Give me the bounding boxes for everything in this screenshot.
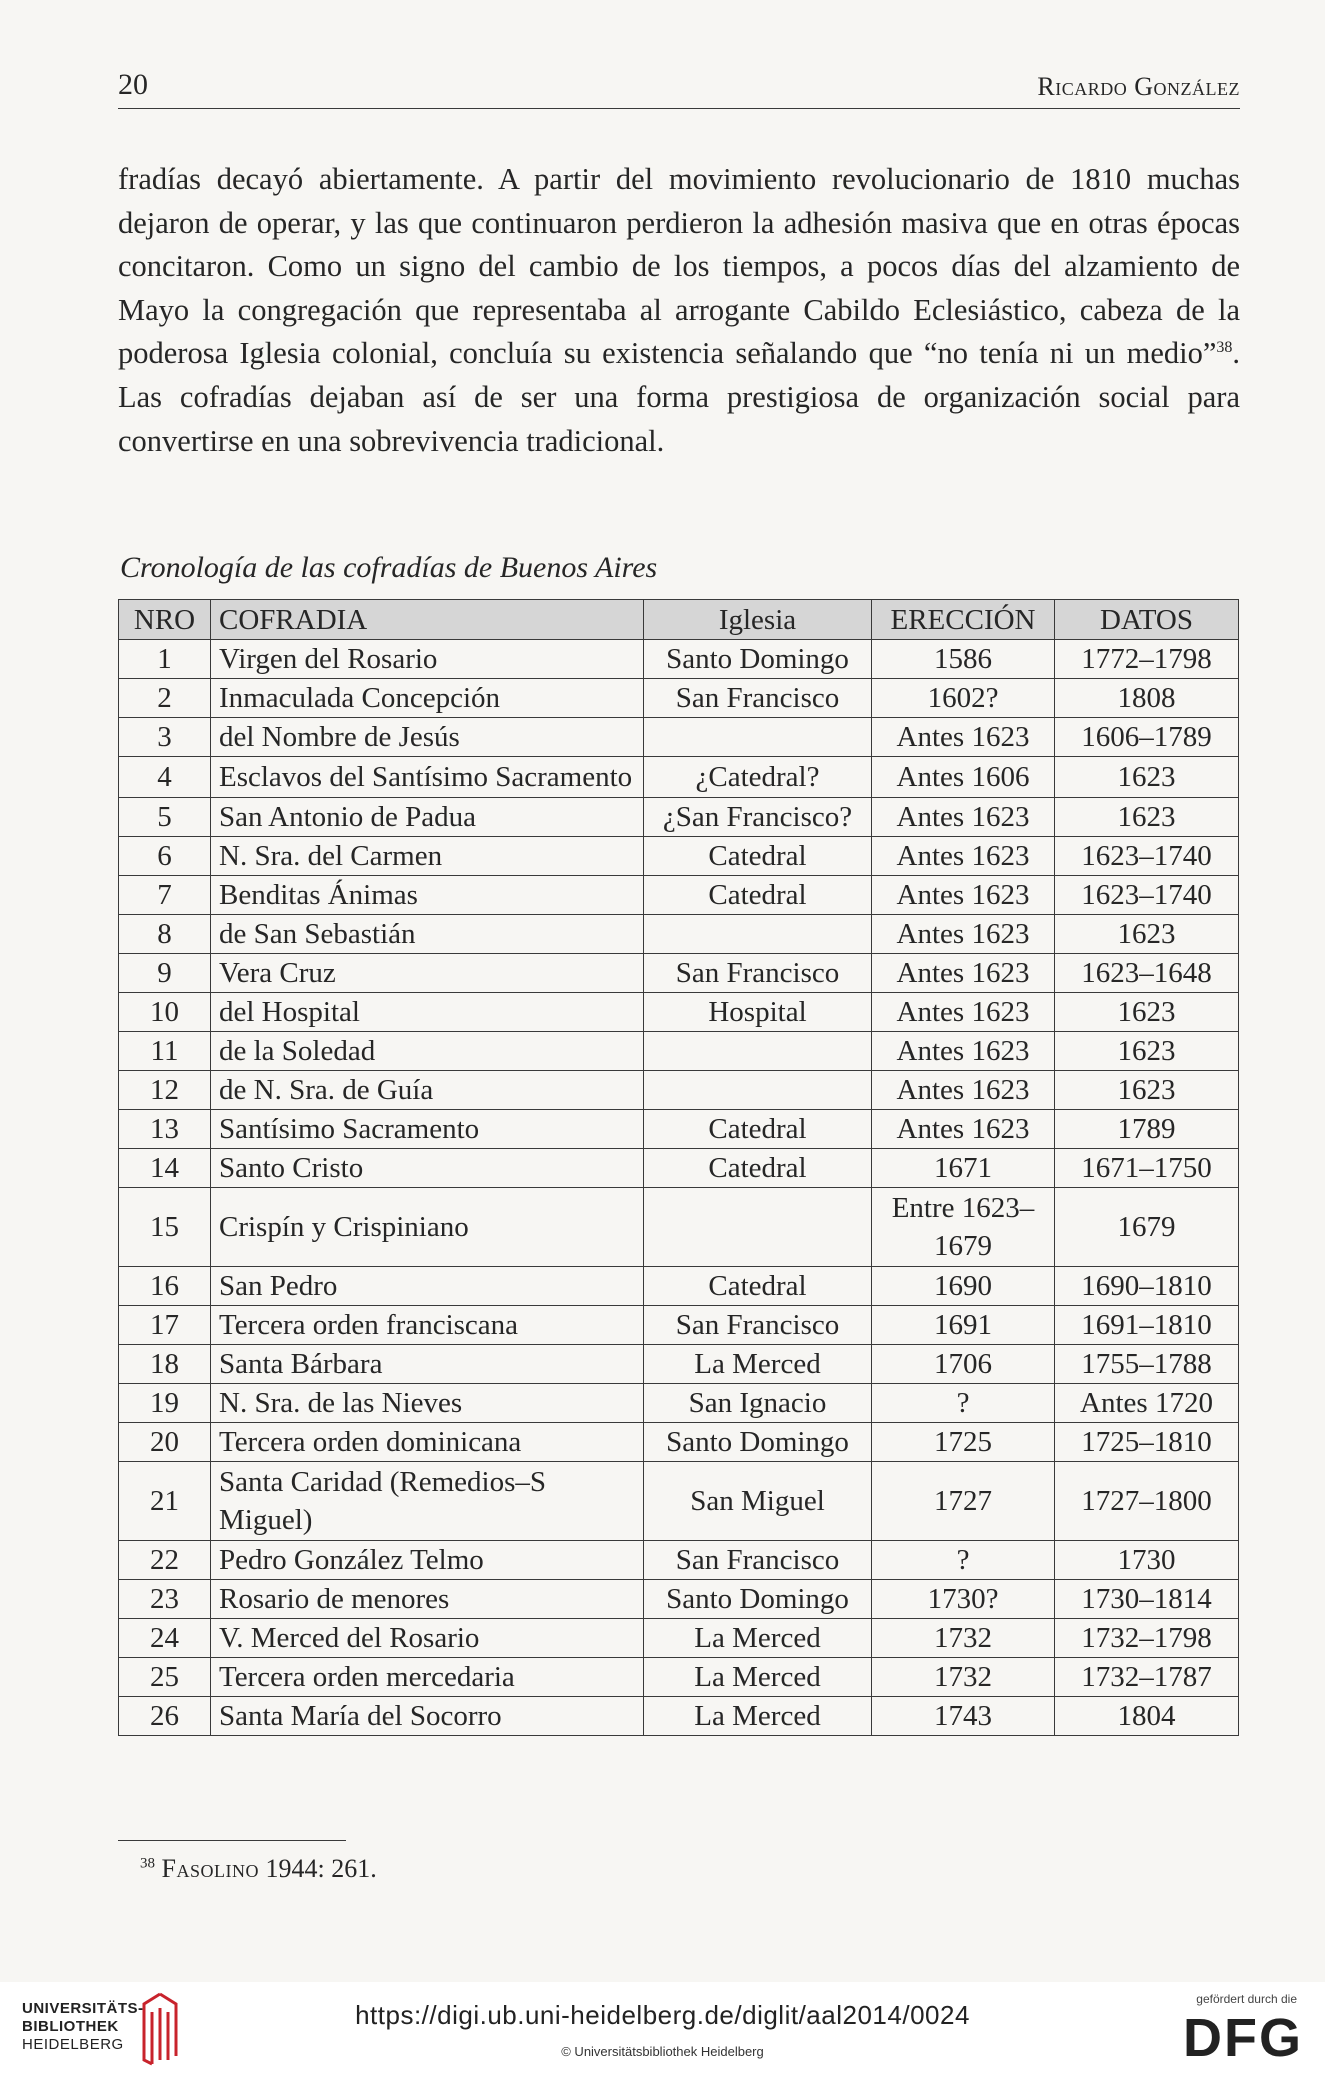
cofradia-cell: V. Merced del Rosario (211, 1619, 644, 1658)
datos-cell: 1606–1789 (1055, 718, 1239, 757)
iglesia-cell: Catedral (644, 876, 872, 915)
table-row (119, 1580, 1239, 1619)
ereccion-cell: 1690 (872, 1267, 1055, 1306)
datos-cell: 1789 (1055, 1110, 1239, 1149)
table-row (119, 798, 1239, 837)
ereccion-cell: Antes 1623 (872, 1071, 1055, 1110)
ereccion-cell: 1691 (872, 1306, 1055, 1345)
ereccion-cell: Antes 1623 (872, 915, 1055, 954)
table-row (119, 1267, 1239, 1306)
page-number: 20 (118, 68, 148, 101)
table-row (119, 1384, 1239, 1423)
footnote-number: 38 (140, 1855, 155, 1872)
footnote-citation: 1944: 261. (258, 1854, 377, 1883)
iglesia-cell: Catedral (644, 1149, 872, 1188)
row-number-cell: 9 (119, 954, 211, 993)
footnote-divider (118, 1840, 346, 1841)
ereccion-cell: Antes 1623 (872, 718, 1055, 757)
datos-cell: 1772–1798 (1055, 640, 1239, 679)
datos-cell: 1623 (1055, 757, 1239, 798)
row-number-cell: 2 (119, 679, 211, 718)
table-row (119, 679, 1239, 718)
row-number-cell: 15 (119, 1188, 211, 1267)
ereccion-cell: 1727 (872, 1462, 1055, 1541)
row-number-cell: 10 (119, 993, 211, 1032)
dfg-logo: DFG (1183, 2008, 1303, 2068)
datos-cell: 1804 (1055, 1697, 1239, 1736)
datos-cell: 1623 (1055, 993, 1239, 1032)
datos-cell: 1671–1750 (1055, 1149, 1239, 1188)
row-number-cell: 19 (119, 1384, 211, 1423)
ereccion-cell: 1743 (872, 1697, 1055, 1736)
library-name-line-2: BIBLIOTHEK (22, 2018, 119, 2035)
iglesia-cell: Santo Domingo (644, 1423, 872, 1462)
cofradia-cell: N. Sra. del Carmen (211, 837, 644, 876)
iglesia-cell: La Merced (644, 1619, 872, 1658)
table-row (119, 1697, 1239, 1736)
library-name-line-1: UNIVERSITÄTS- (22, 2000, 144, 2017)
iglesia-cell (644, 915, 872, 954)
ereccion-cell: 1732 (872, 1619, 1055, 1658)
column-header: Iglesia (644, 600, 872, 640)
running-head: Ricardo González (1037, 72, 1240, 101)
datos-cell: 1679 (1055, 1188, 1239, 1267)
iglesia-cell: San Francisco (644, 1306, 872, 1345)
table-row (119, 1619, 1239, 1658)
footnote-reference[interactable]: 38 (1216, 339, 1233, 357)
table-row (119, 718, 1239, 757)
row-number-cell: 7 (119, 876, 211, 915)
table-row (119, 993, 1239, 1032)
cofradia-cell: Tercera orden dominicana (211, 1423, 644, 1462)
table-row (119, 1541, 1239, 1580)
row-number-cell: 12 (119, 1071, 211, 1110)
cofradia-cell: Inmaculada Concepción (211, 679, 644, 718)
row-number-cell: 4 (119, 757, 211, 798)
datos-cell: 1623–1740 (1055, 876, 1239, 915)
datos-cell: 1732–1787 (1055, 1658, 1239, 1697)
ereccion-cell: Entre 1623–1679 (872, 1188, 1055, 1267)
iglesia-cell (644, 1188, 872, 1267)
cofradia-cell: Esclavos del Santísimo Sacramento (211, 757, 644, 798)
table-row (119, 1345, 1239, 1384)
ereccion-cell: Antes 1623 (872, 993, 1055, 1032)
ereccion-cell: Antes 1623 (872, 837, 1055, 876)
ereccion-cell: Antes 1606 (872, 757, 1055, 798)
column-header: DATOS (1055, 600, 1239, 640)
footnote-author: Fasolino (161, 1854, 259, 1883)
datos-cell: 1623 (1055, 1071, 1239, 1110)
table-row (119, 1188, 1239, 1267)
cofradia-cell: N. Sra. de las Nieves (211, 1384, 644, 1423)
datos-cell: 1730 (1055, 1541, 1239, 1580)
table-row (119, 1110, 1239, 1149)
ereccion-cell: 1671 (872, 1149, 1055, 1188)
iglesia-cell: San Miguel (644, 1462, 872, 1541)
table-row (119, 837, 1239, 876)
row-number-cell: 25 (119, 1658, 211, 1697)
row-number-cell: 1 (119, 640, 211, 679)
datos-cell: 1808 (1055, 679, 1239, 718)
datos-cell: 1623 (1055, 798, 1239, 837)
iglesia-cell: ¿Catedral? (644, 757, 872, 798)
row-number-cell: 13 (119, 1110, 211, 1149)
column-header: COFRADIA (211, 600, 644, 640)
row-number-cell: 23 (119, 1580, 211, 1619)
iglesia-cell: Santo Domingo (644, 640, 872, 679)
iglesia-cell: Catedral (644, 837, 872, 876)
table-row (119, 1071, 1239, 1110)
footnote (140, 1854, 377, 1884)
page-header (118, 66, 1240, 109)
ereccion-cell: 1586 (872, 640, 1055, 679)
iglesia-cell (644, 1071, 872, 1110)
cofradia-cell: Virgen del Rosario (211, 640, 644, 679)
ereccion-cell: 1725 (872, 1423, 1055, 1462)
table-body (119, 640, 1239, 1736)
table-row (119, 1423, 1239, 1462)
ereccion-cell: ? (872, 1541, 1055, 1580)
table-row (119, 1306, 1239, 1345)
table-row (119, 1658, 1239, 1697)
datos-cell: 1690–1810 (1055, 1267, 1239, 1306)
table-row (119, 876, 1239, 915)
ereccion-cell: Antes 1623 (872, 1032, 1055, 1071)
row-number-cell: 21 (119, 1462, 211, 1541)
ereccion-cell: 1706 (872, 1345, 1055, 1384)
cofradia-cell: Tercera orden franciscana (211, 1306, 644, 1345)
cofradia-cell: San Antonio de Padua (211, 798, 644, 837)
table-row (119, 915, 1239, 954)
row-number-cell: 8 (119, 915, 211, 954)
ereccion-cell: 1602? (872, 679, 1055, 718)
body-text-part-1: fradías decayó abiertamente. A partir del movimiento revolucionario de 1810 muchas dejaron de operar, y las que continuaron perdieron la adhesión masiva que en otras épocas concitaron. Como un signo del cambio de los tiempos, a pocos días del alzamiento de Mayo la congregación que representaba al arrogante Cabildo Eclesiástico, cabeza de la poderosa Iglesia colonial, concluía su existencia señalando que “no tenía ni un medio” (118, 162, 1240, 371)
ereccion-cell: ? (872, 1384, 1055, 1423)
iglesia-cell (644, 1032, 872, 1071)
row-number-cell: 11 (119, 1032, 211, 1071)
cofradia-cell: Santísimo Sacramento (211, 1110, 644, 1149)
row-number-cell: 3 (119, 718, 211, 757)
datos-cell: 1623–1740 (1055, 837, 1239, 876)
table-row (119, 954, 1239, 993)
cofradia-cell: Santa María del Socorro (211, 1697, 644, 1736)
row-number-cell: 5 (119, 798, 211, 837)
iglesia-cell: Hospital (644, 993, 872, 1032)
column-header: ERECCIÓN (872, 600, 1055, 640)
column-header: NRO (119, 600, 211, 640)
iglesia-cell (644, 718, 872, 757)
cofradia-cell: Santa Bárbara (211, 1345, 644, 1384)
ereccion-cell: 1732 (872, 1658, 1055, 1697)
iglesia-cell: Catedral (644, 1267, 872, 1306)
table-header-row (119, 600, 1239, 640)
datos-cell: 1755–1788 (1055, 1345, 1239, 1384)
cofradia-cell: del Nombre de Jesús (211, 718, 644, 757)
cofradia-cell: de la Soledad (211, 1032, 644, 1071)
cofradia-cell: Santa Caridad (Remedios–S Miguel) (211, 1462, 644, 1541)
ereccion-cell: 1730? (872, 1580, 1055, 1619)
cofradia-cell: Pedro González Telmo (211, 1541, 644, 1580)
row-number-cell: 20 (119, 1423, 211, 1462)
datos-cell: Antes 1720 (1055, 1384, 1239, 1423)
cofradia-cell: de San Sebastián (211, 915, 644, 954)
cofradia-cell: San Pedro (211, 1267, 644, 1306)
row-number-cell: 24 (119, 1619, 211, 1658)
copyright-notice: © Universitätsbibliothek Heidelberg (561, 2044, 764, 2059)
iglesia-cell: La Merced (644, 1697, 872, 1736)
row-number-cell: 17 (119, 1306, 211, 1345)
ereccion-cell: Antes 1623 (872, 1110, 1055, 1149)
body-paragraph (118, 158, 1240, 463)
iglesia-cell: La Merced (644, 1345, 872, 1384)
datos-cell: 1732–1798 (1055, 1619, 1239, 1658)
cofradia-cell: Crispín y Crispiniano (211, 1188, 644, 1267)
ereccion-cell: Antes 1623 (872, 876, 1055, 915)
row-number-cell: 26 (119, 1697, 211, 1736)
row-number-cell: 14 (119, 1149, 211, 1188)
row-number-cell: 16 (119, 1267, 211, 1306)
row-number-cell: 22 (119, 1541, 211, 1580)
iglesia-cell: Catedral (644, 1110, 872, 1149)
iglesia-cell: San Ignacio (644, 1384, 872, 1423)
iglesia-cell: San Francisco (644, 679, 872, 718)
library-name-line-3: HEIDELBERG (22, 2036, 124, 2053)
cofradia-cell: Tercera orden mercedaria (211, 1658, 644, 1697)
cofradia-cell: de N. Sra. de Guía (211, 1071, 644, 1110)
table-row (119, 1462, 1239, 1541)
datos-cell: 1727–1800 (1055, 1462, 1239, 1541)
cofradia-cell: Santo Cristo (211, 1149, 644, 1188)
datos-cell: 1623 (1055, 915, 1239, 954)
table-row (119, 757, 1239, 798)
ereccion-cell: Antes 1623 (872, 954, 1055, 993)
digitization-footer (0, 1982, 1325, 2075)
cofradia-cell: del Hospital (211, 993, 644, 1032)
chronology-table (118, 599, 1239, 1736)
funded-by-label: gefördert durch die (1196, 1992, 1297, 2006)
body-text-part-2: . Las cofradías dejaban así de ser una forma prestigiosa de organización social para convertirse en una sobrevivencia tradicional. (118, 336, 1240, 458)
row-number-cell: 6 (119, 837, 211, 876)
table-row (119, 640, 1239, 679)
cofradia-cell: Benditas Ánimas (211, 876, 644, 915)
ereccion-cell: Antes 1623 (872, 798, 1055, 837)
iglesia-cell: San Francisco (644, 954, 872, 993)
table-caption: Cronología de las cofradías de Buenos Aires (120, 551, 658, 584)
cofradia-cell: Rosario de menores (211, 1580, 644, 1619)
datos-cell: 1691–1810 (1055, 1306, 1239, 1345)
datos-cell: 1623 (1055, 1032, 1239, 1071)
iglesia-cell: ¿San Francisco? (644, 798, 872, 837)
datos-cell: 1725–1810 (1055, 1423, 1239, 1462)
table-row (119, 1149, 1239, 1188)
iglesia-cell: Santo Domingo (644, 1580, 872, 1619)
iglesia-cell: La Merced (644, 1658, 872, 1697)
document-url-link[interactable]: https://digi.ub.uni-heidelberg.de/diglit/aal2014/0024 (355, 2000, 970, 2030)
row-number-cell: 18 (119, 1345, 211, 1384)
cofradia-cell: Vera Cruz (211, 954, 644, 993)
table-row (119, 1032, 1239, 1071)
datos-cell: 1730–1814 (1055, 1580, 1239, 1619)
iglesia-cell: San Francisco (644, 1541, 872, 1580)
datos-cell: 1623–1648 (1055, 954, 1239, 993)
